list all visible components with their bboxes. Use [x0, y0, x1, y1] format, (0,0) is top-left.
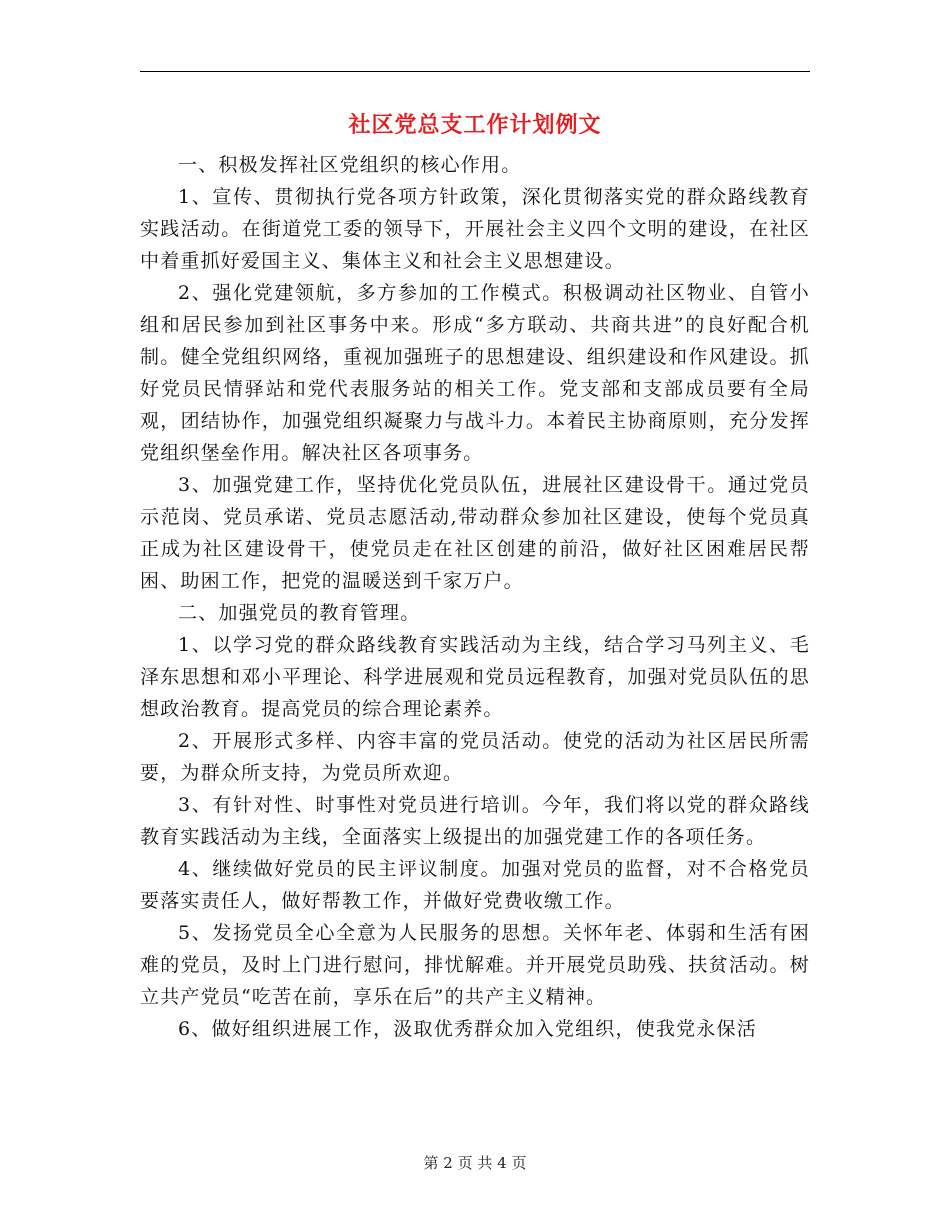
paragraph: 6、做好组织进展工作，汲取优秀群众加入党组织，使我党永保活 [178, 1018, 757, 1040]
document-body [140, 149, 810, 1045]
paragraph: 3、加强党建工作，坚持优化党员队伍，进展社区建设骨干。通过党员示范岗、党员承诺、党员志愿活动,带动群众参加社区建设，使每个党员真正成为社区建设骨干，使党员走在社区创建的前沿，做好社区困难居民帮困、助困工作，把党的温暖送到千家万户。 [140, 474, 810, 592]
section-heading-2: 二、加强党员的教育管理。 [178, 602, 421, 624]
page-number-footer: 第 2 页 共 4 页 [423, 1154, 527, 1172]
paragraph: 5、发扬党员全心全意为人民服务的思想。关怀年老、体弱和生活有困难的党员，及时上门进行慰问，排忧解难。并开展党员助残、扶贫活动。树立共产党员“吃苦在前，享乐在后”的共产主义精神。 [140, 922, 810, 1008]
paragraph: 1、以学习党的群众路线教育实践活动为主线，结合学习马列主义、毛泽东思想和邓小平理论、科学进展观和党员远程教育，加强对党员队伍的思想政治教育。提高党员的综合理论素养。 [140, 634, 810, 720]
paragraph: 3、有针对性、时事性对党员进行培训。今年，我们将以党的群众路线教育实践活动为主线，全面落实上级提出的加强党建工作的各项任务。 [140, 794, 810, 848]
paragraph: 2、开展形式多样、内容丰富的党员活动。使党的活动为社区居民所需要，为群众所支持，为党员所欢迎。 [140, 730, 810, 784]
paragraph: 4、继续做好党员的民主评议制度。加强对党员的监督，对不合格党员要落实责任人，做好帮教工作，并做好党费收缴工作。 [140, 858, 810, 912]
paragraph: 1、宣传、贯彻执行党各项方针政策，深化贯彻落实党的群众路线教育实践活动。在街道党工委的领导下，开展社会主义四个文明的建设，在社区中着重抓好爱国主义、集体主义和社会主义思想建设。 [140, 186, 810, 272]
document-title: 社区党总支工作计划例文 [348, 113, 602, 138]
paragraph: 2、强化党建领航，多方参加的工作模式。积极调动社区物业、自管小组和居民参加到社区事务中来。形成“多方联动、共商共进”的良好配合机制。健全党组织网络，重视加强班子的思想建设、组织建设和作风建设。抓好党员民情驿站和党代表服务站的相关工作。党支部和支部成员要有全局观，团结协作，加强党组织凝聚力与战斗力。本着民主协商原则，充分发挥党组织堡垒作用。解决社区各项事务。 [140, 282, 810, 464]
section-heading-1: 一、积极发挥社区党组织的核心作用。 [178, 154, 522, 176]
header-rule [140, 71, 810, 72]
